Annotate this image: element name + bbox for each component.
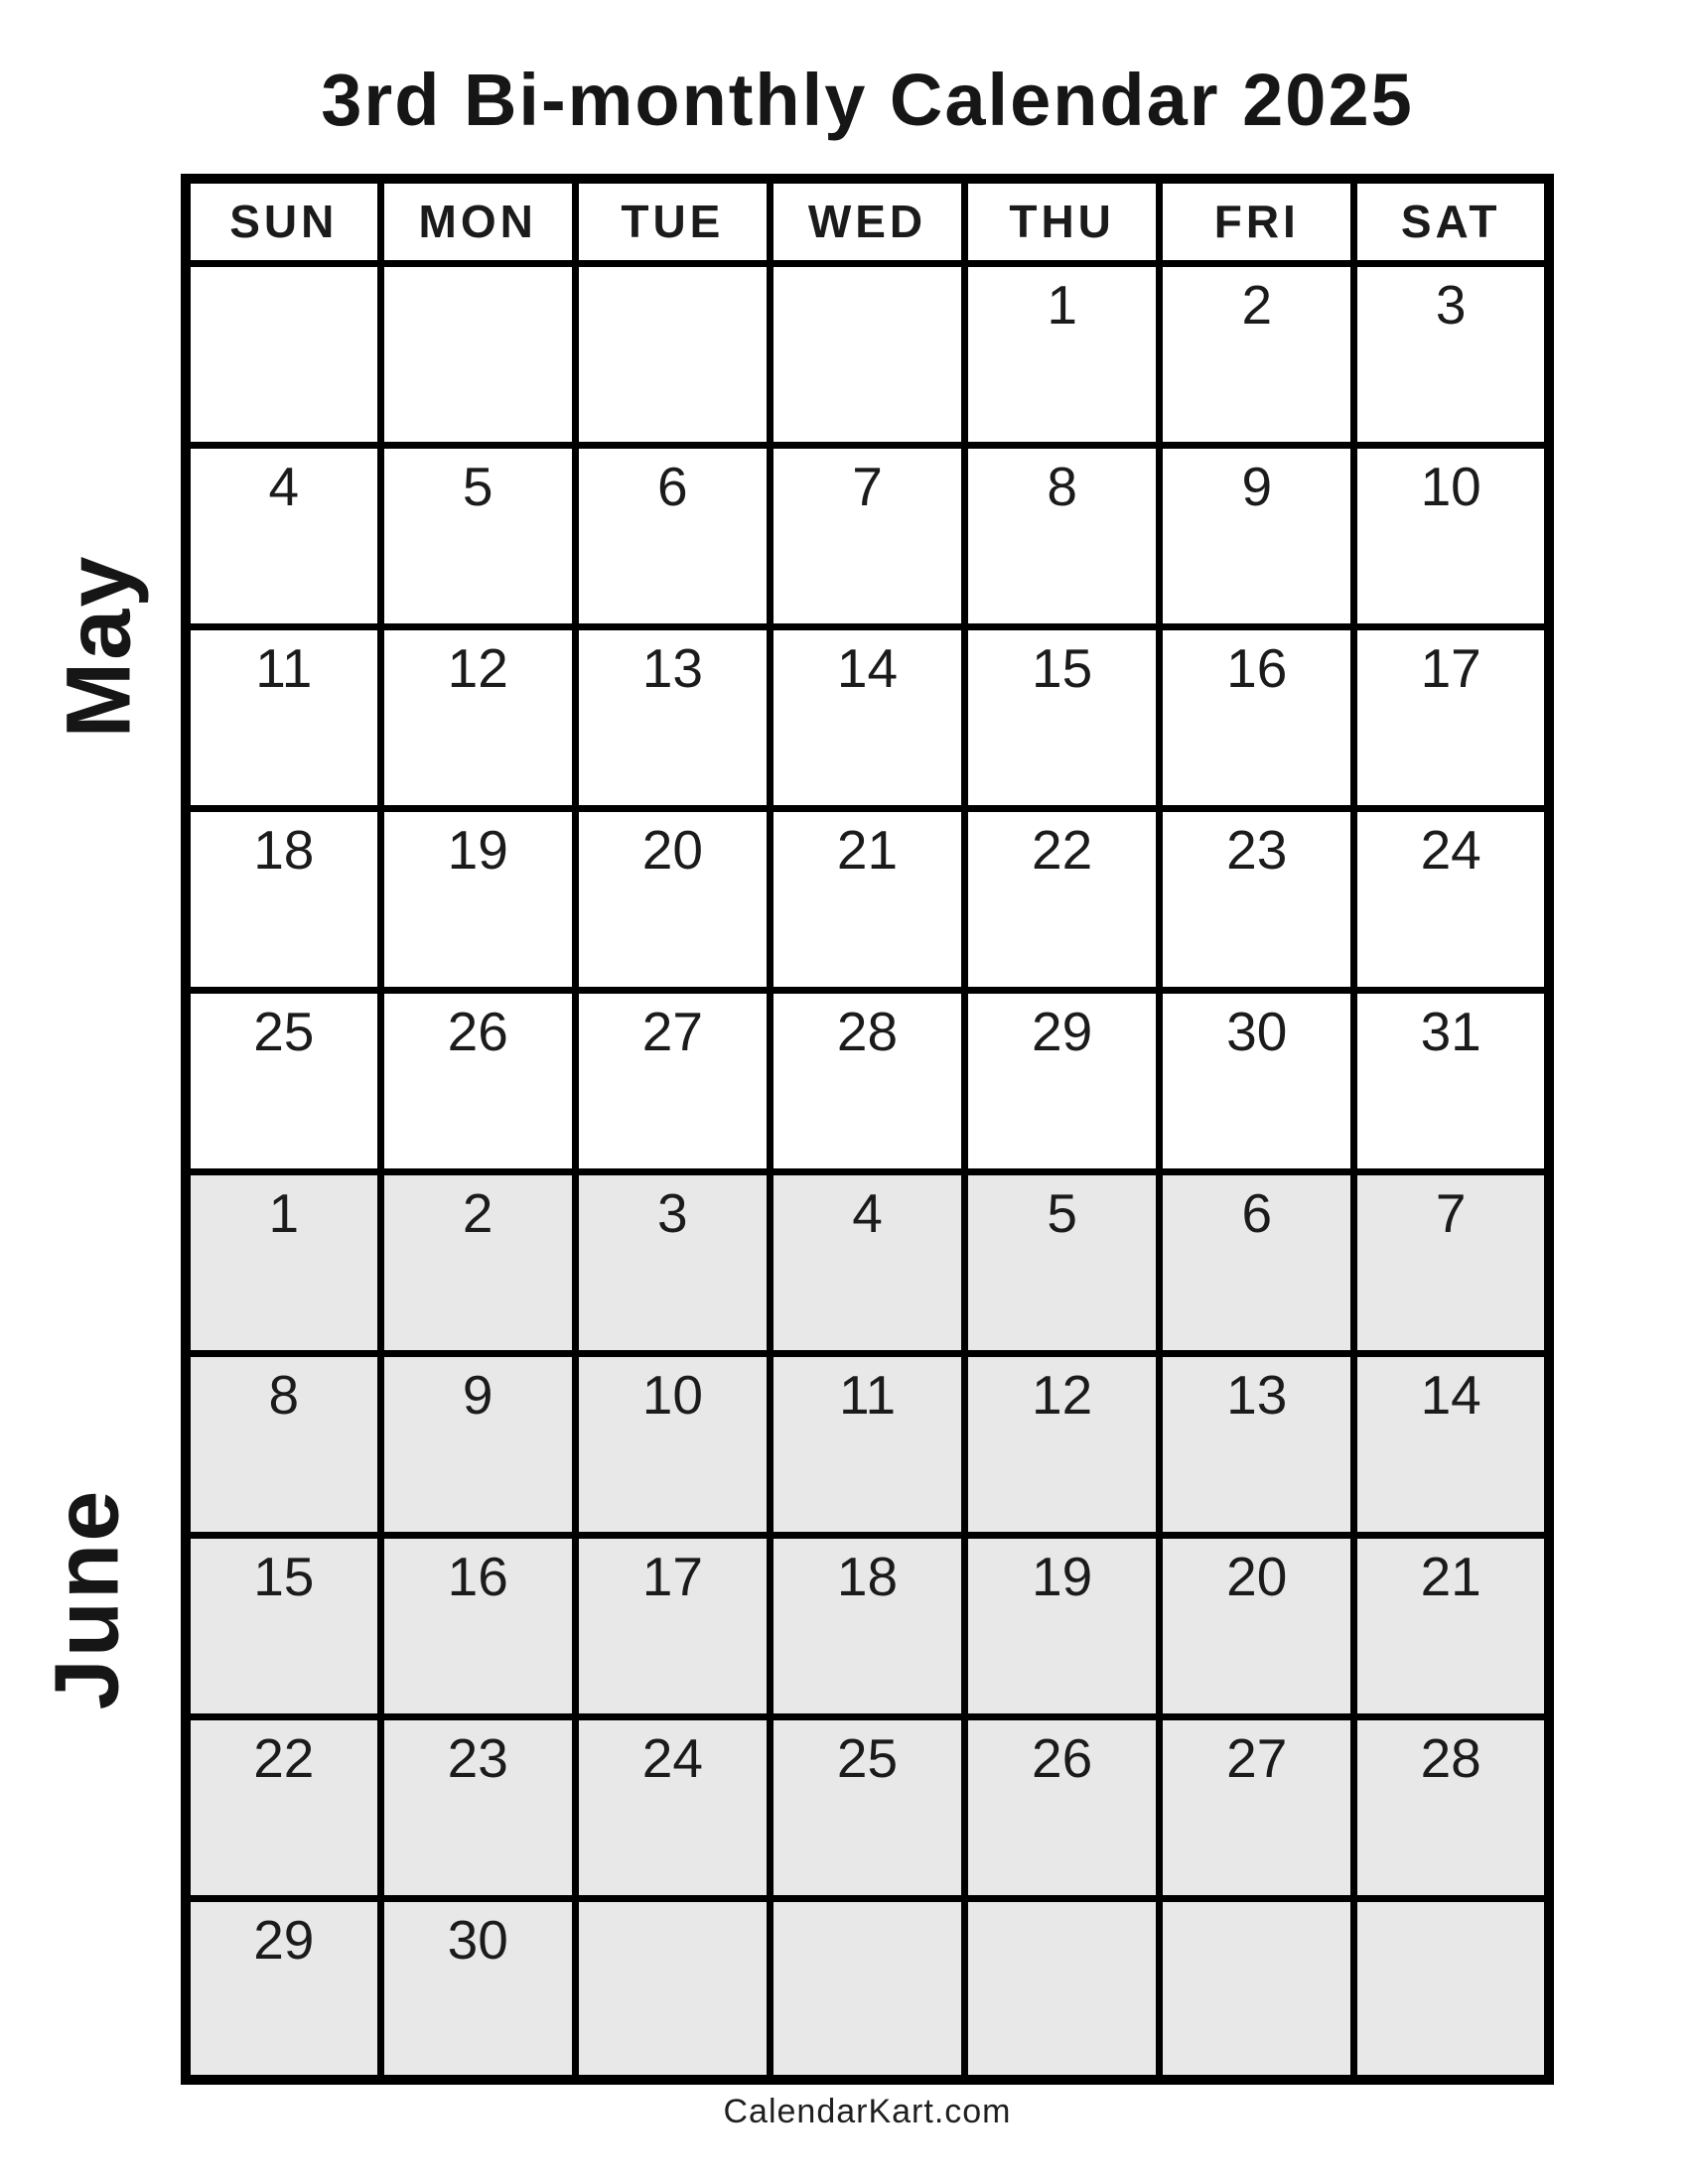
may-week-row-2 <box>186 445 1549 626</box>
footer-site-name: CalendarKart.com <box>723 2093 1012 2130</box>
day-cell-may-12: 12 <box>380 626 575 808</box>
day-cell-june-20: 20 <box>1160 1535 1354 1716</box>
day-cell-june-13: 13 <box>1160 1353 1354 1535</box>
weekday-header-row <box>186 179 1549 263</box>
day-cell-may-16: 16 <box>1160 626 1354 808</box>
weekday-header-thu: THU <box>965 179 1160 263</box>
day-cell-may-21: 21 <box>770 808 964 990</box>
day-cell-june-6: 6 <box>1160 1171 1354 1353</box>
day-cell-may-10: 10 <box>1354 445 1549 626</box>
day-cell-june-14: 14 <box>1354 1353 1549 1535</box>
day-cell-may-18: 18 <box>186 808 380 990</box>
day-cell-may-5: 5 <box>380 445 575 626</box>
weekday-header-sun: SUN <box>186 179 380 263</box>
day-cell-june-5: 5 <box>965 1171 1160 1353</box>
weekday-header-mon: MON <box>380 179 575 263</box>
day-cell-june-15: 15 <box>186 1535 380 1716</box>
weekday-header-fri: FRI <box>1160 179 1354 263</box>
day-cell-may-2: 2 <box>1160 263 1354 445</box>
weekday-header-wed: WED <box>770 179 964 263</box>
day-cell-may-13: 13 <box>575 626 770 808</box>
day-cell-may-29: 29 <box>965 990 1160 1171</box>
day-cell-june-12: 12 <box>965 1353 1160 1535</box>
day-cell-may-8: 8 <box>965 445 1160 626</box>
day-cell-may-1: 1 <box>965 263 1160 445</box>
day-cell-june-3: 3 <box>575 1171 770 1353</box>
day-cell-may-28: 28 <box>770 990 964 1171</box>
month-label-may: May <box>48 554 150 739</box>
day-cell-may-30: 30 <box>1160 990 1354 1171</box>
june-week-row-2 <box>186 1353 1549 1535</box>
day-cell-june-22: 22 <box>186 1716 380 1898</box>
day-cell-june-4: 4 <box>770 1171 964 1353</box>
day-cell-may-23: 23 <box>1160 808 1354 990</box>
empty-day-cell <box>1160 1898 1354 2080</box>
june-week-row-5 <box>186 1898 1549 2080</box>
day-cell-june-17: 17 <box>575 1535 770 1716</box>
may-week-row-1 <box>186 263 1549 445</box>
june-week-row-3 <box>186 1535 1549 1716</box>
may-week-row-5 <box>186 990 1549 1171</box>
day-cell-june-19: 19 <box>965 1535 1160 1716</box>
day-cell-june-28: 28 <box>1354 1716 1549 1898</box>
day-cell-june-16: 16 <box>380 1535 575 1716</box>
day-cell-june-10: 10 <box>575 1353 770 1535</box>
day-cell-june-9: 9 <box>380 1353 575 1535</box>
empty-day-cell <box>770 1898 964 2080</box>
day-cell-may-22: 22 <box>965 808 1160 990</box>
day-cell-june-26: 26 <box>965 1716 1160 1898</box>
page-title: 3rd Bi-monthly Calendar 2025 <box>321 59 1414 141</box>
day-cell-june-7: 7 <box>1354 1171 1549 1353</box>
day-cell-may-3: 3 <box>1354 263 1549 445</box>
day-cell-may-17: 17 <box>1354 626 1549 808</box>
empty-day-cell <box>380 263 575 445</box>
day-cell-may-11: 11 <box>186 626 380 808</box>
may-week-row-3 <box>186 626 1549 808</box>
day-cell-may-31: 31 <box>1354 990 1549 1171</box>
weekday-header-sat: SAT <box>1354 179 1549 263</box>
day-cell-june-23: 23 <box>380 1716 575 1898</box>
day-cell-june-30: 30 <box>380 1898 575 2080</box>
day-cell-may-4: 4 <box>186 445 380 626</box>
weekday-header-tue: TUE <box>575 179 770 263</box>
day-cell-june-27: 27 <box>1160 1716 1354 1898</box>
day-cell-may-27: 27 <box>575 990 770 1171</box>
day-cell-june-11: 11 <box>770 1353 964 1535</box>
empty-day-cell <box>575 263 770 445</box>
day-cell-may-26: 26 <box>380 990 575 1171</box>
empty-day-cell <box>770 263 964 445</box>
day-cell-june-25: 25 <box>770 1716 964 1898</box>
day-cell-may-6: 6 <box>575 445 770 626</box>
calendar-grid <box>181 174 1554 2085</box>
day-cell-june-8: 8 <box>186 1353 380 1535</box>
day-cell-june-21: 21 <box>1354 1535 1549 1716</box>
day-cell-june-18: 18 <box>770 1535 964 1716</box>
month-label-june: June <box>36 1488 138 1710</box>
calendar-body <box>186 263 1549 2080</box>
day-cell-may-14: 14 <box>770 626 964 808</box>
day-cell-may-9: 9 <box>1160 445 1354 626</box>
day-cell-may-20: 20 <box>575 808 770 990</box>
june-week-row-4 <box>186 1716 1549 1898</box>
day-cell-may-24: 24 <box>1354 808 1549 990</box>
empty-day-cell <box>965 1898 1160 2080</box>
day-cell-june-1: 1 <box>186 1171 380 1353</box>
day-cell-june-29: 29 <box>186 1898 380 2080</box>
may-week-row-4 <box>186 808 1549 990</box>
day-cell-june-24: 24 <box>575 1716 770 1898</box>
day-cell-may-15: 15 <box>965 626 1160 808</box>
day-cell-may-25: 25 <box>186 990 380 1171</box>
day-cell-may-7: 7 <box>770 445 964 626</box>
day-cell-may-19: 19 <box>380 808 575 990</box>
june-week-row-1 <box>186 1171 1549 1353</box>
empty-day-cell <box>1354 1898 1549 2080</box>
empty-day-cell <box>186 263 380 445</box>
day-cell-june-2: 2 <box>380 1171 575 1353</box>
empty-day-cell <box>575 1898 770 2080</box>
